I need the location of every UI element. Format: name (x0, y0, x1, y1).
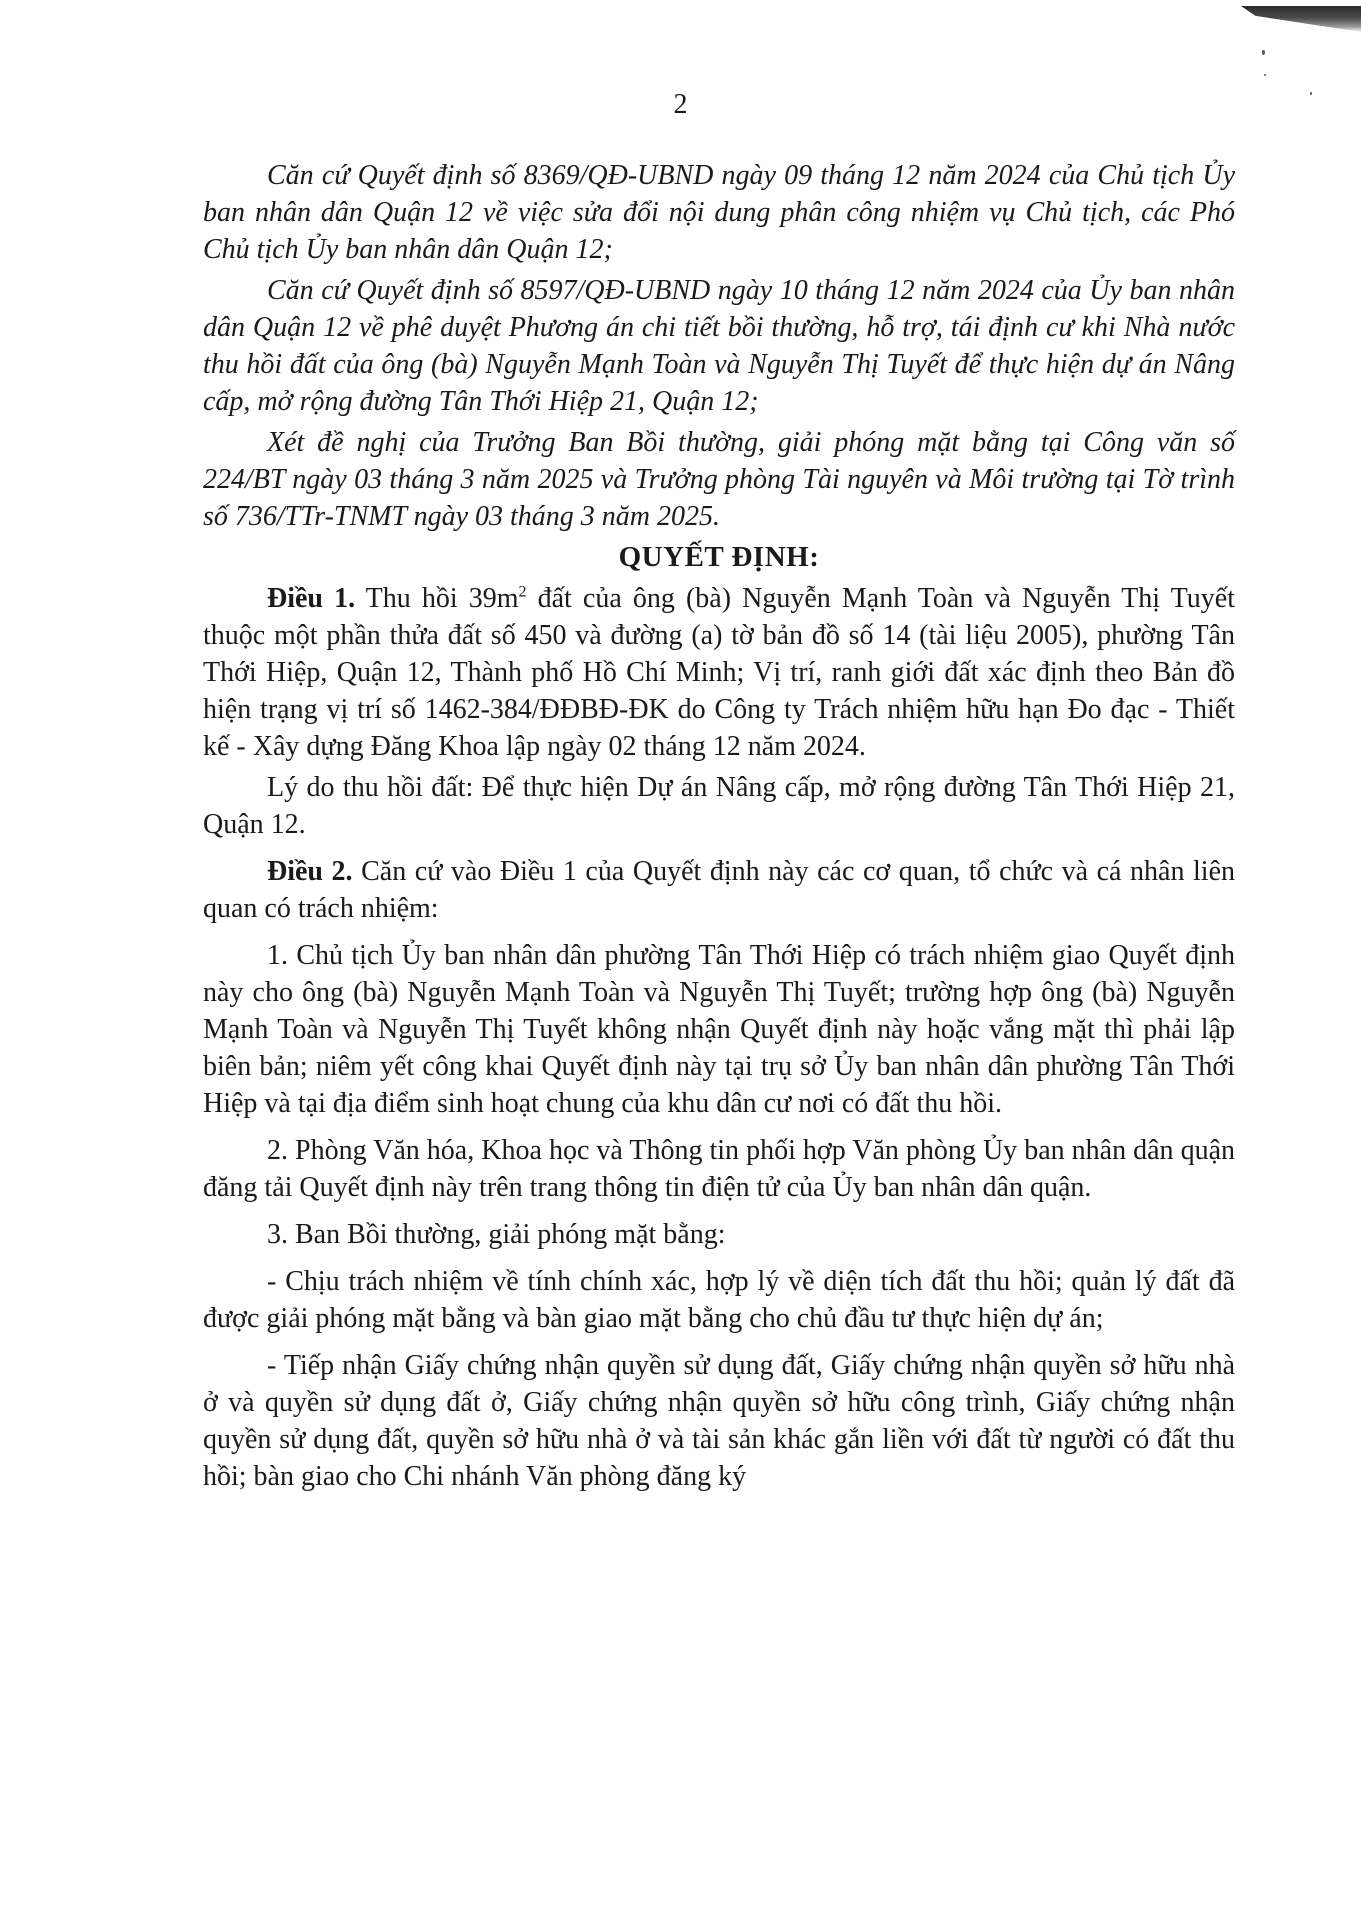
article-1 (203, 580, 1235, 765)
article-2-label: Điều 2. (267, 856, 353, 887)
article-1-text: Thu hồi 39m (355, 583, 519, 614)
article-2 (203, 853, 1235, 927)
preamble-paragraph: Căn cứ Quyết định số 8597/QĐ-UBND ngày 10 tháng 12 năm 2024 của Ủy ban nhân dân Quận 12 về phê duyệt Phương án chi tiết bồi thường, hỗ trợ, tái định cư khi Nhà nước thu hồi đất của ông (bà) Nguyễn Mạnh Toàn và Nguyễn Thị Tuyết để thực hiện dự án Nâng cấp, mở rộng đường Tân Thới Hiệp 21, Quận 12; (203, 275, 1235, 417)
superscript: 2 (518, 583, 527, 601)
preamble-paragraph: Xét đề nghị của Trưởng Ban Bồi thường, giải phóng mặt bằng tại Công văn số 224/BT ngày 03 tháng 3 năm 2025 và Trưởng phòng Tài nguyên và Môi trường tại Tờ trình số 736/TTr-TNMT ngày 03 tháng 3 năm 2025. (203, 427, 1235, 532)
article-2-item: - Tiếp nhận Giấy chứng nhận quyền sử dụng đất, Giấy chứng nhận quyền sở hữu nhà ở và quyền sử dụng đất ở, Giấy chứng nhận quyền sở hữu công trình, Giấy chứng nhận quyền sử dụng đất, quyền sở hữu nhà ở và tài sản khác gắn liền với đất từ người có đất thu hồi; bàn giao cho Chi nhánh Văn phòng đăng ký (203, 1350, 1235, 1492)
article-2-text: Căn cứ vào Điều 1 của Quyết định này các cơ quan, tổ chức và cá nhân liên quan có trách nhiệm: (203, 856, 1236, 924)
article-1-reason: Lý do thu hồi đất: Để thực hiện Dự án Nâng cấp, mở rộng đường Tân Thới Hiệp 21, Quận 12. (203, 772, 1235, 840)
document-body (203, 157, 1235, 1499)
article-1-text-continued: đất của ông (bà) Nguyễn Mạnh Toàn và Nguyễn Thị Tuyết thuộc một phần thửa đất số 450 và đường (a) tờ bản đồ số 14 (tài liệu 2005), phường Tân Thới Hiệp, Quận 12, Thành phố Hồ Chí Minh; Vị trí, ranh giới đất xác định theo Bản đồ hiện trạng vị trí số 1462-384/ĐĐBĐ-ĐK do Công ty Trách nhiệm hữu hạn Đo đạc - Thiết kế - Xây dựng Đăng Khoa lập ngày 02 tháng 12 năm 2024. (203, 583, 1235, 762)
scan-speck (1262, 50, 1265, 55)
scan-edge-artifact (1241, 6, 1361, 32)
article-2-item: 2. Phòng Văn hóa, Khoa học và Thông tin phối hợp Văn phòng Ủy ban nhân dân quận đăng tải Quyết định này trên trang thông tin điện tử của Ủy ban nhân dân quận. (203, 1135, 1235, 1203)
article-1-label: Điều 1. (267, 583, 356, 614)
article-2-item: 3. Ban Bồi thường, giải phóng mặt bằng: (267, 1219, 726, 1250)
preamble-paragraph: Căn cứ Quyết định số 8369/QĐ-UBND ngày 09 tháng 12 năm 2024 của Chủ tịch Ủy ban nhân dân Quận 12 về việc sửa đổi nội dung phân công nhiệm vụ Chủ tịch, các Phó Chủ tịch Ủy ban nhân dân Quận 12; (203, 160, 1235, 265)
article-2-item: 1. Chủ tịch Ủy ban nhân dân phường Tân Thới Hiệp có trách nhiệm giao Quyết định này cho ông (bà) Nguyễn Mạnh Toàn và Nguyễn Thị Tuyết; trường hợp ông (bà) Nguyễn Mạnh Toàn và Nguyễn Thị Tuyết không nhận Quyết định này hoặc vắng mặt thì phải lập biên bản; niêm yết công khai Quyết định này tại trụ sở Ủy ban nhân dân phường Tân Thới Hiệp và tại địa điểm sinh hoạt chung của khu dân cư nơi có đất thu hồi. (203, 940, 1235, 1119)
scan-speck (1264, 74, 1266, 76)
article-2-item: - Chịu trách nhiệm về tính chính xác, hợp lý về diện tích đất thu hồi; quản lý đất đã được giải phóng mặt bằng và bàn giao mặt bằng cho chủ đầu tư thực hiện dự án; (203, 1266, 1235, 1334)
page-number: 2 (673, 89, 688, 120)
decision-heading: QUYẾT ĐỊNH: (618, 541, 820, 573)
